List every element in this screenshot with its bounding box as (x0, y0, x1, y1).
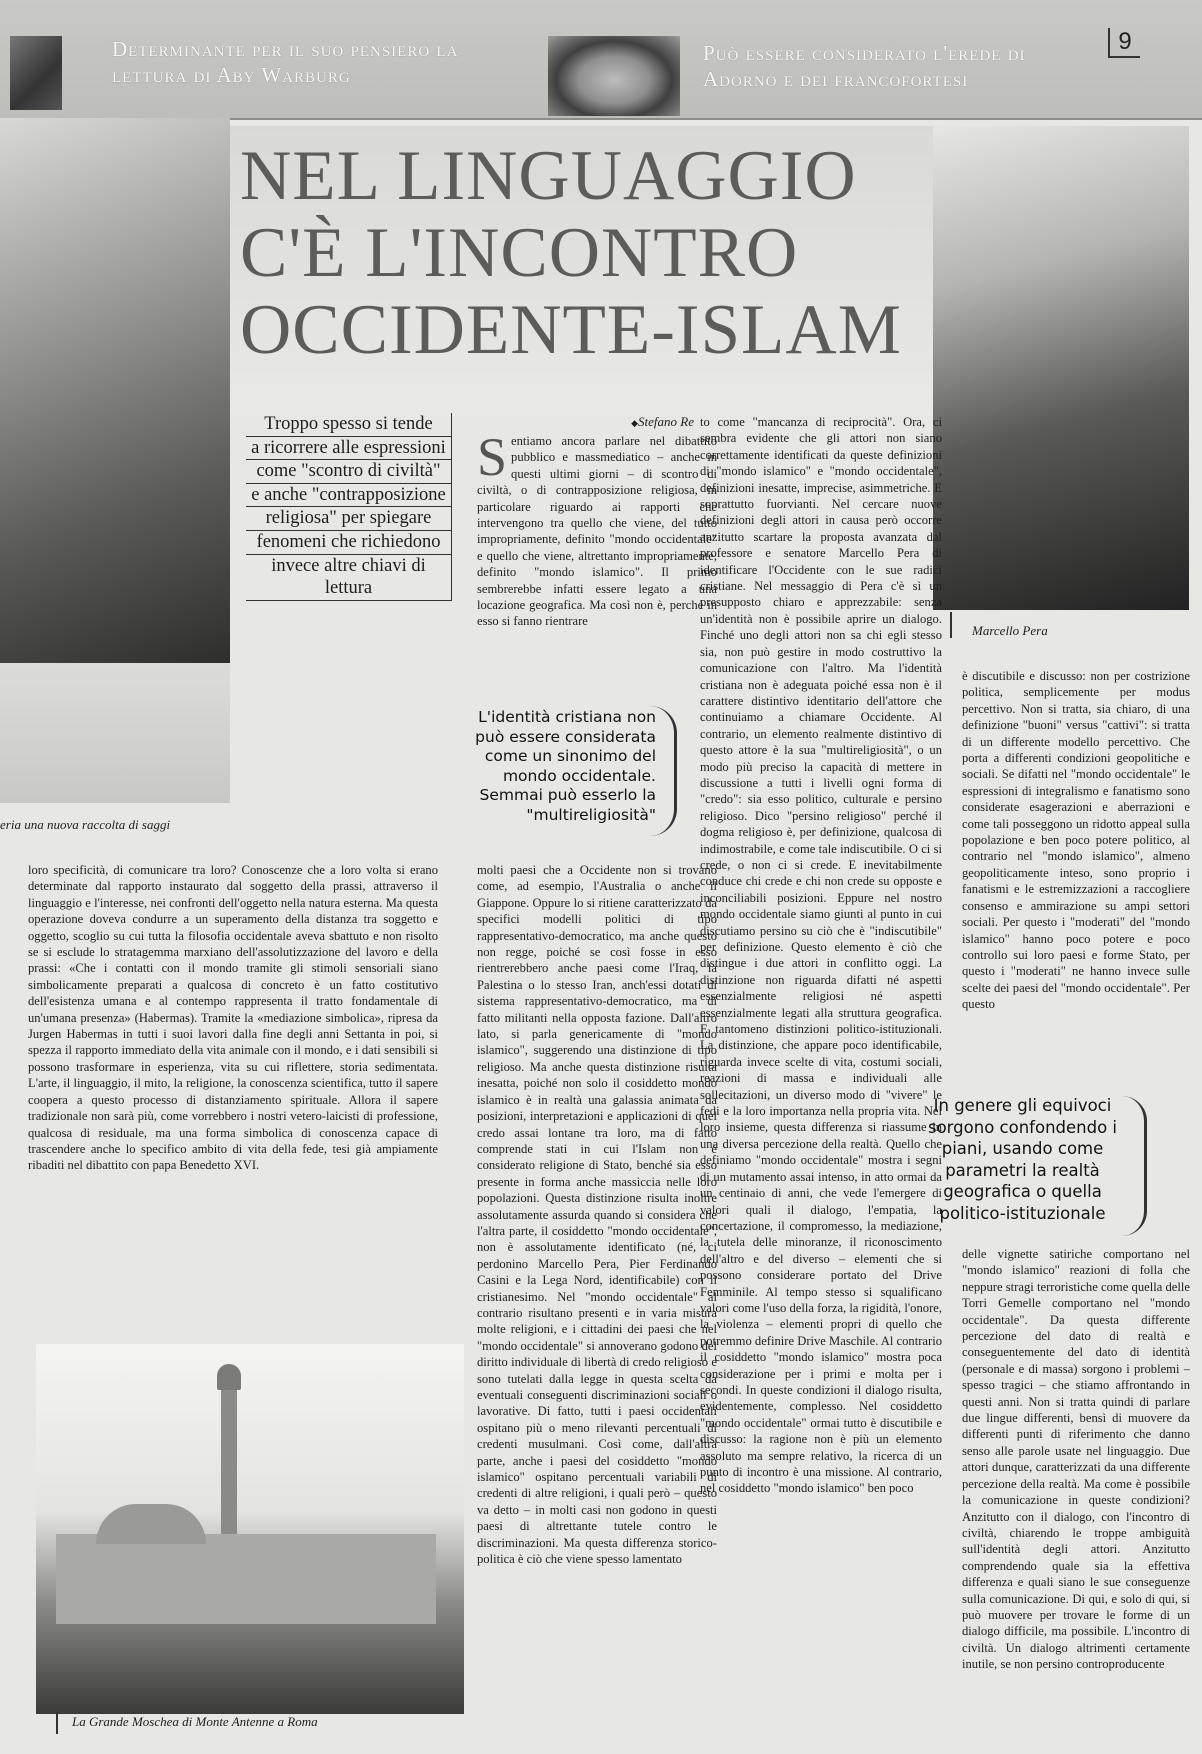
abstract-line: religiosa" per spiegare (246, 507, 452, 531)
abstract-line: invece altre chiavi di lettura (246, 555, 452, 601)
abstract-line: Troppo spesso si tende (246, 413, 452, 437)
header-portrait-center (548, 36, 680, 116)
pull-quote-bracket (1122, 1096, 1144, 1236)
header-kicker-right: Può essere considerato l'erede di Adorno e dei francofortesi (703, 41, 1026, 91)
abstract-line: fenomeni che richiedono (246, 531, 452, 555)
left-article-text: loro specificità, di comunicare tra loro? Conoscenze che a loro volta si erano determinate dal rapporto instaurato dal soggetto della prassi, attraverso il linguaggio e l'interesse, nei confronti dell'oggetto nella natura esterna. Ma questa operazione doveva condurre a un superamento della distanza tra soggetto e oggetto, scoglio su cui tutta la filosofia occidentale aveva sbattuto e non risolto se si esclude lo stratagemma marxiano dell'assolutizzazione del lavoro e della prassi: «Che i contatti con il mondo tramite gli stimoli sensoriali siano simbolicamente preparati a qualcosa di concreto è un fatto costitutivo dell'esistenza umana e al contempo rappresenta il tratto fondamentale di un'umana presenza» (Habermas). Tramite la «mediazione simbolica», ripresa da Jurgen Habermas in tutti i suoi lavori dalla fine degli anni Settanta in poi, si spezza il rapporto immediato della vita animale con il mondo, e i dati sensibili si possono trasformare in esperienza, vita su cui riflettere, storia sedimentata. L'arte, il linguaggio, il mito, la religione, la conoscenza scientifica, tutto il sapere coopera a questo processo di distanziamento spirituale. Allora il sapere tradizionale non sarà più, come vorrebbero i nostri vetero-laicisti di professione, qualcosa di residuale, ma una forma simbolica di conoscenza capace di trascendere anche lo specifico ambito di vita della fede, tesi già ampiamente ribaditi nel dibattito con papa Benedetto XVI. (28, 863, 438, 1173)
article-column-2-bottom: molti paesi che a Occidente non si trovano come, ad esempio, l'Australia o anche il Giappone. Oppure lo si ritiene caratterizzato da specifici modelli politici di tipo rappresentativo-democratico, ma anche questo non regge, poiché se così fosse in esso rientrerebbero anche paesi come l'Iraq, la Palestina o lo stesso Iran, anch'essi dotati di sistema rappresentativo-democratico, ma di fatto militanti nella opposta fazione. Dall'altro lato, si parla genericamente di "mondo islamico", suggerendo una distinzione di tipo religioso. Ma anche questa distinzione risulta inesatta, poiché non solo il cosiddetto mondo islamico è in realtà una galassia animata da posizioni, interpretazioni e applicazioni di quel credo assai lontane tra loro, ma di fatto comprende stati in cui l'Islam non è considerato religione di Stato, benché sia esso presente in forma anche massiccia nelle loro popolazioni. Questa distinzione risulta inoltre assolutamente assurda quando si considera che l'altra parte, il cosiddetto "mondo occidentale", non è assolutamente identificato (né, ci perdonino Marcello Pera, Pier Ferdinando Casini e la Lega Nord, identificabile) con il cristianesimo. Nel "mondo occidentale" al contrario risultano presenti e in varia misura molte religioni, e i cittadini dei paesi che nel "mondo occidentale" si annoverano godono del diritto individuale di libertà di credo religioso e sono tutelati dalla legge in questa scelta da eventuali conseguenti discriminazioni sociali o lavorative. Di fatto, tutti i paesi occidentali ospitano più o meno rilevanti percentuali di credenti musulmani. Così come, dall'altra parte, anche i paesi del cosiddetto "mondo islamico" ospitano percentuali variabili di credenti di altre religioni, i quali però – questo va detto – in molti casi non godono in questi paesi di altrettante tutele contro le discriminazioni. Ma questa differenza storico-politica è ciò che viene spesso lamentato (477, 863, 717, 1567)
page-number: 9 (1108, 28, 1140, 58)
book-cover-photo (0, 663, 230, 803)
article-column-4-bottom: delle vignette satiriche comportano nel "mondo islamico" reazioni di folla che neppure stragi terroristiche come quella delle Torri Gemelle comportano nel "mondo occidentale". Da questa differente percezione del dato di realtà e conseguentemente del dato di identità (personale e di massa) sorgono i problemi – spesso tragici – che stiamo affrontando in questi anni. Non si tratta quindi di parlare due lingue differenti, bensì di muovere da differenti punti di riferimento che danno senso alle parole usate nel linguaggio. Due attori dunque, caratterizzati da una differente percezione della realtà. Ma come è possibile la comunicazione in queste condizioni? Anzitutto con il dialogo, con l'incontro di civiltà, chiarendo le troppe ambiguità sull'identità degli attori. Anzitutto comprendendo quale sia la effettiva differenza e quali siano le sue conseguenze sulla comunicazione. Di qui, e solo di qui, si può muovere per trovare le forme di un dialogo difficile, ma possibile. L'incontro di civiltà. Un dialogo altrimenti certamente inutile, se non persino controproducente (962, 1247, 1190, 1672)
pull-quote-2: In genere gli equivoci sorgono confondendo i piani, usando come parametri la realtà geografica o quella politico-istituzionale (927, 1096, 1118, 1223)
abstract-line: e anche "contrapposizione (246, 484, 452, 508)
pull-quote-1: L'identità cristiana non può essere considerata come un sinonimo del mondo occidentale. Semmai può esserlo la "multireligiosità" (475, 708, 656, 824)
column-text: entiamo ancora parlare nel dibattito pubblico e massmediatico – anche in questi ultimi giorni – di scontro di civiltà, o di contrapposizione religiosa, in particolare riguardo ai rapporti che intervengono tra quello che viene, del tutto impropriamente, definito "mondo occidentale" e quello che viene, altrettanto impropriamente, definito "mondo islamico". Il primo sembrerebbe infatti essere legato a una locazione geografica. Ma così non è, perché in esso si fanno rientrare (477, 434, 717, 629)
caption-rule (56, 1712, 58, 1734)
caption-bottom: La Grande Moschea di Monte Antenne a Roma (72, 1714, 318, 1729)
caption-right: Marcello Pera (972, 623, 1048, 638)
caption-rule (950, 612, 952, 638)
byline: ◆ Stefano Re (560, 414, 694, 430)
portrait-photo-left (0, 118, 230, 663)
header-kicker-left: Determinante per il suo pensiero la lettura di Aby Warburg (112, 37, 459, 87)
abstract-line: a ricorrere alle espressioni (246, 437, 452, 461)
article-column-3: to come "mancanza di reciprocità". Ora, ci sembra evidente che gli attori non siano correttamente identificati da queste definizioni di "mondo islamico" e "mondo occidentale", definizioni inesatte, imprecise, asimmetriche. E soprattutto fuorvianti. Nel cercare nuove definizioni degli attori in causa però occorre anzitutto scartare la proposta avanzata dal professore e senatore Marcello Pera di identificare l'Occidente con le sue radici cristiane. Nel messaggio di Pera c'è sì un presupposto chiaro e apprezzabile: senza un'identità non è possibile aprire un dialogo. Finché uno degli attori non sa chi egli stesso sia, non può gestire in modo costruttivo la comunicazione con l'altro. Ma l'identità cristiana non è adeguata poiché essa non è il carattere distintivo identitario dell'attore che continuiamo a chiamare Occidente. Al contrario, un elemento realmente distintivo di questo attore è la sua "multireligiosità", o un modo più preciso la capacità di mettere in discussione a tutti i livelli ogni forma di "credo": sia esso politico, culturale e persino religioso. Dico "persino religioso" perché il dogma religioso è, per definizione, qualcosa di indimostrabile, e come tale indiscutibile. O ci si crede, o non ci si crede. E inevitabilmente conduce chi crede e chi non crede su opposte e inconciliabili posizioni. Eppure nel nostro mondo occidentale siamo giunti al punto in cui discutiamo persino su ciò che è "indiscutibile" per definizione. Questo elemento è ciò che distingue i due attori in conflitto oggi. La distinzione non riguarda difatti né aspetti essenzialmente religiosi né aspetti essenzialmente legati alla struttura geografica. E tantomeno distinzioni politico-istituzionali. La distinzione, che appare poco identificabile, riguarda invece scelte di vita, costumi sociali, reazioni di massa e individuali alle sollecitazioni, un diverso modo di "vivere" le fedi e la loro importanza nella propria vita. Nel loro insieme, questa differenza si riassume in una diversa percezione della realtà. Quello che definiamo "mondo occidentale" mostra i segni di un mutamento assai intenso, in atto ormai da un centinaio di anni, che vede l'emergere di valori quali il dialogo, l'empatia, la concertazione, il compromesso, la mediazione, la tutela delle minoranze, il riconoscimento dell'altro e del diverso – elementi che si possono considerare portato del Drive Femminile. Al tempo stesso si squalificano valori come l'uso della forza, la rigidità, l'onore, la violenza – elementi propri di quello che potremmo definire Drive Maschile. Al contrario il cosiddetto "mondo islamico" mostra poca considerazione per i primi e molta per i secondi. In queste condizioni il dialogo risulta, evidentemente, complesso. Nel cosiddetto "mondo occidentale" ormai tutto è discutibile e discusso: la ragione non è più un elemento assoluto ma sempre relativo, la ricerca di un punto di incontro è una missione. Al contrario, nel cosiddetto "mondo islamico" ben poco (700, 415, 942, 1496)
header-portrait-left (10, 36, 62, 110)
caption-left: eria una nuova raccolta di saggi (0, 817, 171, 832)
article-column-4-top: è discutibile e discusso: non per costrizione politica, semplicemente per modus percettivo. Non si tratta, sia chiaro, di una definizione "buoni" versus "cattivi": si tratta di un differente modello percettivo. Che porta a differenti condizioni geopolitiche e sociali. Se difatti nel "mondo occidentale" le espressioni di integralismo e fanatismo sono considerate esagerazioni e aberrazioni e come tali posseggono un ridotto appeal sulla popolazione e ben poco potere politico, al contrario nel "mondo islamico", almeno geopoliticamente inteso, sono proprio i fanatismi e le estremizzazioni a raccogliere consenso e ammirazione su ampi settori sociali. Per questo i "moderati" del "mondo islamico" hanno poco potere e poco controllo sui loro paesi e forme Stato, per questo i "moderati" ne hanno invece sulle scelte dei paesi del "mondo occidentale". Per questo (962, 669, 1190, 1012)
abstract-line: come "scontro di civiltà" (246, 460, 452, 484)
mosque-photo (36, 1344, 464, 1714)
marcello-pera-photo (933, 126, 1189, 610)
article-column-2-top (477, 427, 717, 630)
article-title: NEL LINGUAGGIO C'È L'INCONTRO OCCIDENTE-ISLAM (240, 137, 902, 369)
drop-cap: S (477, 427, 508, 487)
article-abstract (246, 413, 452, 601)
